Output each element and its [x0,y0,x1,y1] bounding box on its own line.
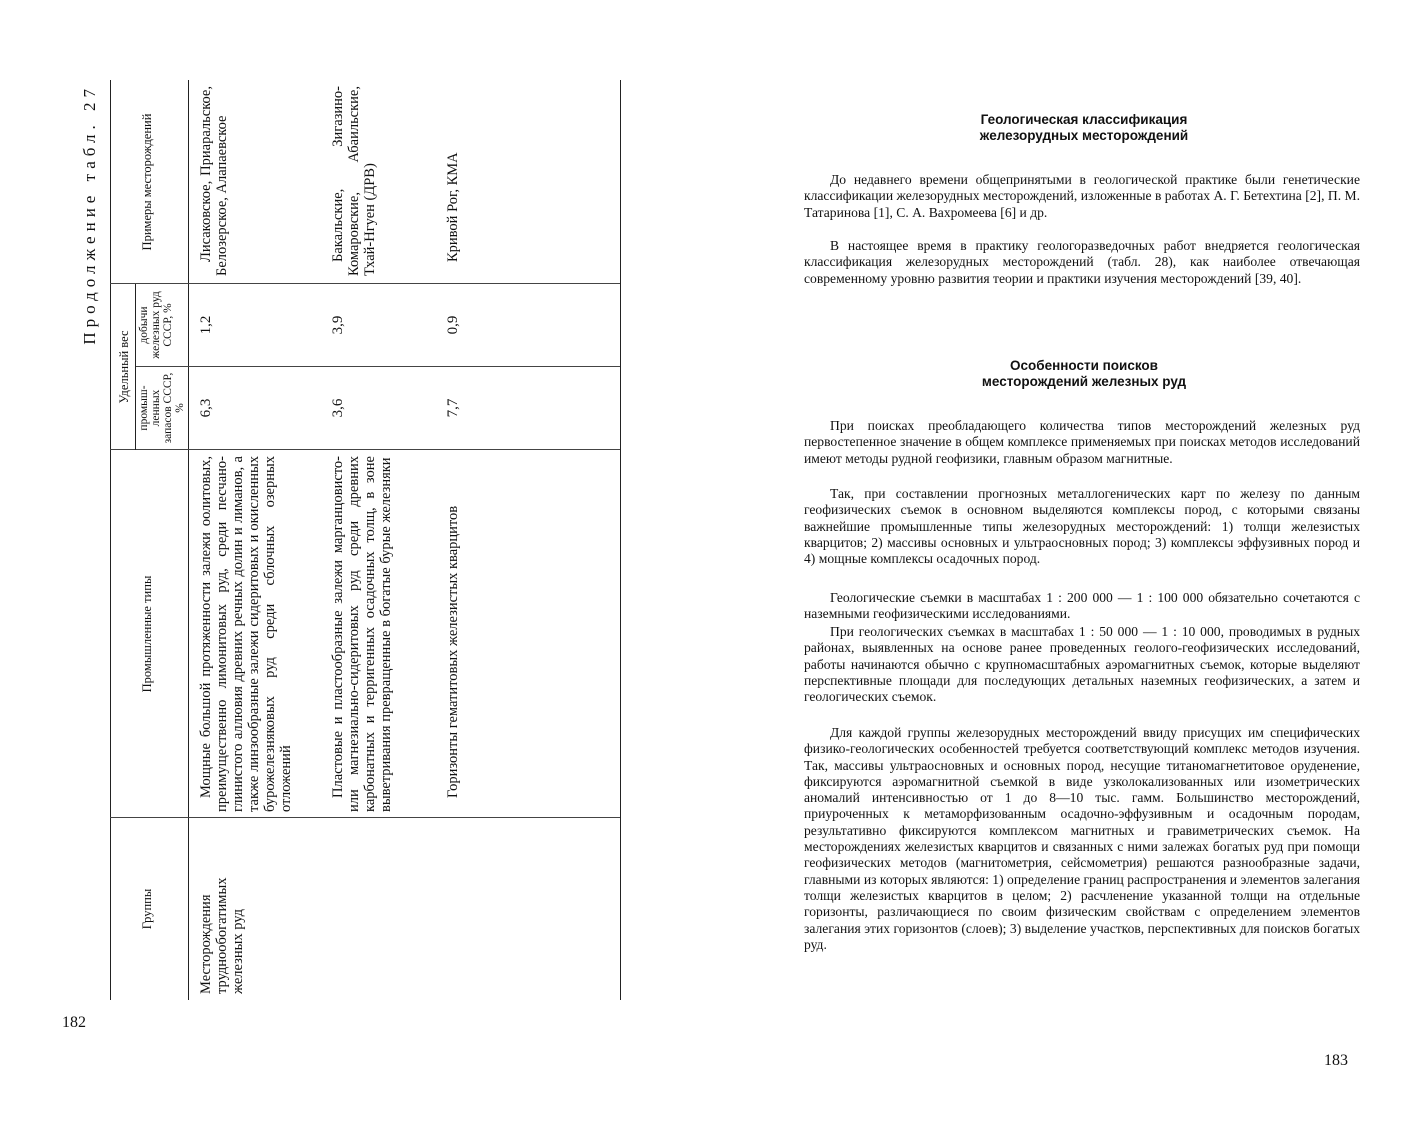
section1-title-line2: железорудных месторождений [979,128,1189,143]
rotated-table [80,80,630,1000]
row1-type: Мощные большой протяженности залежи оолитовых, преимущественно лимонитовых руд, среди песчано-глинистого аллювия древних речных долин и лиманов, а также линзообразные залежи сидеритовых и окисленных бурожелезняковых руд среди сблочных озерных отложений [198,456,294,812]
header-examples: Примеры месторождений [140,113,154,251]
table-rule-top [110,80,111,1000]
row1-production: 1,2 [198,315,214,335]
header-types: Промышленные типы [140,575,154,693]
paragraph-4: Так, при составлении прогнозных металлогенических карт по железу по данным геофизических съемок в основном выделяются комплексы пород, с которыми связаны важнейшие промышленные типы железорудных месторождений: 1) толщи железистых кварцитов; 2) массивы основных и ультраосновных пород; 3) комплексы эффузивных пород и 4) мощные комплексы осадочных пород. [804,486,1360,567]
row3-reserves: 7,7 [445,398,461,418]
row2-type: Пластовые и пластообразные залежи марганцовисто- или магнезиально-сидеритовых руд среди древних карбонатных и терригенных осадочных толщ, в зоне выветривания превращенные в богатые бурые железняки [330,456,394,812]
row1-examples: Лисаковское, Приаральское, Белозерское, Алапаевское [198,86,230,276]
header-group: Группы [140,888,154,930]
section2-title-line2: месторождений железных руд [981,374,1187,389]
section2-title-line1: Особенности поисков [1010,358,1158,373]
paragraph-5: Геологические съемки в масштабах 1 : 200 000 — 1 : 100 000 обязательно сочетаются с наземными геофизическими исследованиями. [804,590,1360,622]
row2-production: 3,9 [330,315,346,335]
row3-examples: Кривой Рог, КМА [445,152,461,262]
col-divider-1 [110,817,620,818]
row3-production: 0,9 [445,315,461,335]
right-page [709,0,1418,1124]
share-subrule [135,284,136,450]
page-number-left: 182 [62,1014,86,1031]
paragraph-2: В настоящее время в практику геологоразведочных работ внедряется геологическая классификация железорудных месторождений (табл. 28), как наиболее отвечающая современному уровню развития теории и практики изучения месторождений [39, 40]. [804,238,1360,286]
col-divider-4 [110,283,620,284]
section1-title [769,112,1399,144]
header-share: Удельный вес [117,330,131,404]
paragraph-3: При поисках преобладающего количества типов месторождений железных руд первостепенное значение в общем комплексе применяемых при поисках методов исследований имеют методы рудной геофизики, главным образом магнитные. [804,418,1360,466]
col-divider-2 [110,449,620,450]
table-caption: Продолжение табл. 27 [80,84,99,345]
header-reserves: промыш-ленных запасов СССР, % [138,372,186,444]
col-divider-3 [135,366,620,367]
paragraph-6: При геологических съемках в масштабах 1 : 50 000 — 1 : 10 000, проводимых в рудных районах, выявленных на основе ранее проведенных геолого-геофизических исследований, работы начинаются обычно с крупномасштабных аэромагнитных съемок, которые выделяют перспективные площади для последующих детальных наземных геофизических, а затем и геологических съемок. [804,624,1360,705]
group-cell: Месторождения труднообогатимых железных руд [198,877,246,994]
page-number-right: 183 [1324,1052,1348,1069]
row2-reserves: 3,6 [330,398,346,418]
header-production: добычи железных руд СССР, % [138,291,174,359]
row1-reserves: 6,3 [198,398,214,418]
table-rule-header [188,80,189,1000]
table-rule-bottom [620,80,621,1000]
paragraph-1: До недавнего времени общепринятыми в геологической практике были генетические классификации железорудных месторождений, изложенные в работах А. Г. Бетехтина [2], П. М. Татаринова [1], С. А. Вахромеева [6] и др. [804,172,1360,220]
section1-title-line1: Геологическая классификация [980,112,1188,127]
paragraph-7: Для каждой группы железорудных месторождений ввиду присущих им специфических физико-геологических особенностей требуется соответствующий комплекс методов изучения. Так, массивы ультраосновных и основных пород, несущие титаномагнетитовое оруденение, фиксируются аэромагнитной съемкой в виде узколокализованных или изометрических аномалий интенсивностью от 1 до 8—10 тыс. гамм. Большинство месторождений, приуроченных к метаморфизованным осадочно-эффузивным и осадочным породам, результативно фиксируются комплексом магнитных и гравиметрических съемок. На месторождениях железистых кварцитов и связанных с ними залежах богатых руд при помощи геофизических методов (магнитометрия, сейсмометрия) решаются разнообразные задачи, главными из которых являются: 1) определение границ распространения и элементов залегания толщи железистых кварцитов в целом; 2) расчленение указанной толщи на отдельные горизонты, различающиеся по своим физическим свойствам с определением элементов залегания этих горизонтов (слоев); 3) выделение участков, перспективных для поисков богатых руд. [804,725,1360,952]
row3-type: Горизонты гематитовых железистых кварцитов [445,505,461,798]
section2-title [769,358,1399,390]
row2-examples: Бакальские, Зигазино-Комаровские, Абаильские, Тхай-Нгуен (ДРВ) [330,86,378,276]
